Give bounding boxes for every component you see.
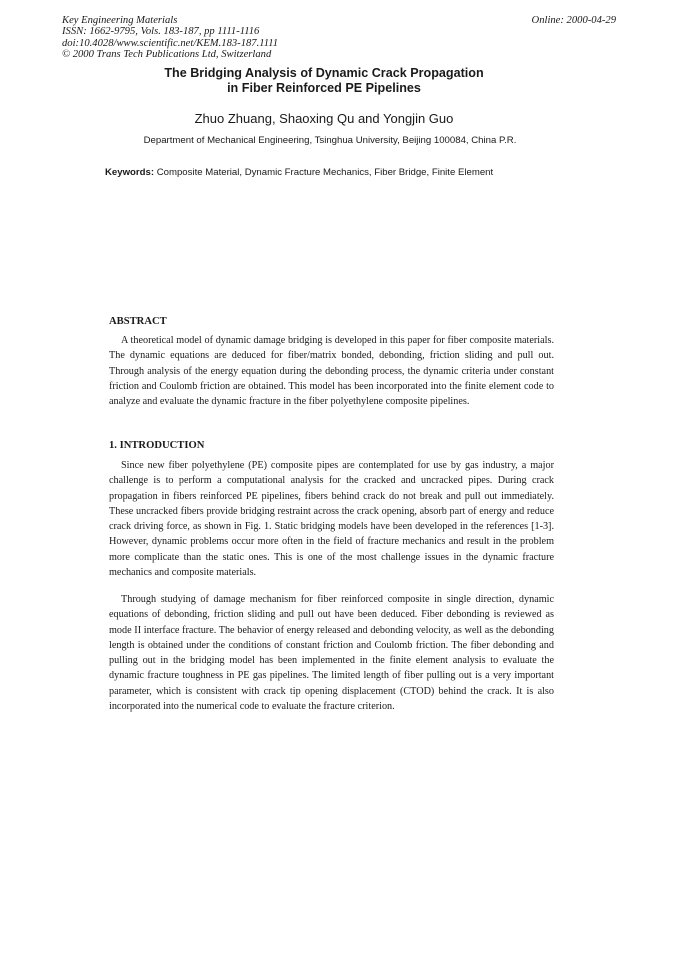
doi-line[interactable]: doi:10.4028/www.scientific.net/KEM.183-187.1111 [62, 37, 279, 49]
title-line-2: in Fiber Reinforced PE Pipelines [227, 81, 421, 95]
journal-name: Key Engineering Materials [62, 15, 178, 26]
abstract-heading: ABSTRACT [109, 316, 167, 327]
authors: Zhuo Zhuang, Shaoxing Qu and Yongjin Guo [194, 111, 454, 126]
intro-paragraph-2: Through studying of damage mechanism for fiber reinforced composite in single direction, dynamic equations of debonding, friction sliding and pull out have been deduced. Fiber debonding is reviewed as mode II interface fracture. The behavior of energy released and debonding velocity, as well as the debonding length is obtained under the conditions of constant friction and Coulomb friction. The fiber debonding and pulling out in the bridging model has been implemented in the finite element analysis to evaluate the dynamic fracture toughness in PE gas pipelines. The limited length of fiber pulling out is a very important parameter, which is consistent with crack tip opening displacement (CTOD) behind the crack. It is also incorporated into the numerical code to evaluate the fracture criterion. [109, 594, 554, 712]
intro-paragraph-1: Since new fiber polyethylene (PE) composite pipes are contemplated for use by gas industry, a major challenge is to perform a computational analysis for the cracked and uncracked pipes. During crack propagation in fibers reinforced PE pipelines, fibers behind crack do not break and pull out immediately. These uncracked fibers provide bridging restraint across the crack opening, absorb part of energy and reduce crack driving force, as shown in Fig. 1. Static bridging models have been developed in the references [1-3]. However, dynamic problems occur more often in the field of fracture mechanics and result in the problem more complicate than the static ones. This is one of the most challenge issues in the dynamic fracture mechanics and composite materials. [109, 460, 554, 578]
online-date: Online: 2000-04-29 [531, 15, 616, 26]
issn-line: ISSN: 1662-9795, Vols. 183-187, pp 1111-1116 [62, 26, 260, 38]
introduction-heading: 1. INTRODUCTION [109, 440, 205, 451]
copyright-line: © 2000 Trans Tech Publications Ltd, Switzerland [62, 49, 272, 61]
affiliation: Department of Mechanical Engineering, Tsinghua University, Beijing 100084, China P.R. [143, 135, 517, 146]
header-block [62, 15, 278, 61]
keywords [105, 167, 493, 178]
paper-title [100, 66, 548, 96]
keywords-text: Composite Material, Dynamic Fracture Mechanics, Fiber Bridge, Finite Element [156, 167, 494, 178]
title-line-1: The Bridging Analysis of Dynamic Crack Propagation [164, 66, 484, 80]
abstract-text: A theoretical model of dynamic damage bridging is developed in this paper for fiber composite materials. The dynamic equations are deduced for fiber/matrix bonded, debonding, friction sliding and pull out. Through analysis of the energy equation during the debonding process, the dynamic criteria under constant friction and Coulomb friction are obtained. This model has been incorporated into the finite element code to analyze and evaluate the dynamic fracture in the fiber polyethylene composite pipelines. [109, 335, 554, 407]
keywords-label: Keywords: [105, 167, 155, 178]
